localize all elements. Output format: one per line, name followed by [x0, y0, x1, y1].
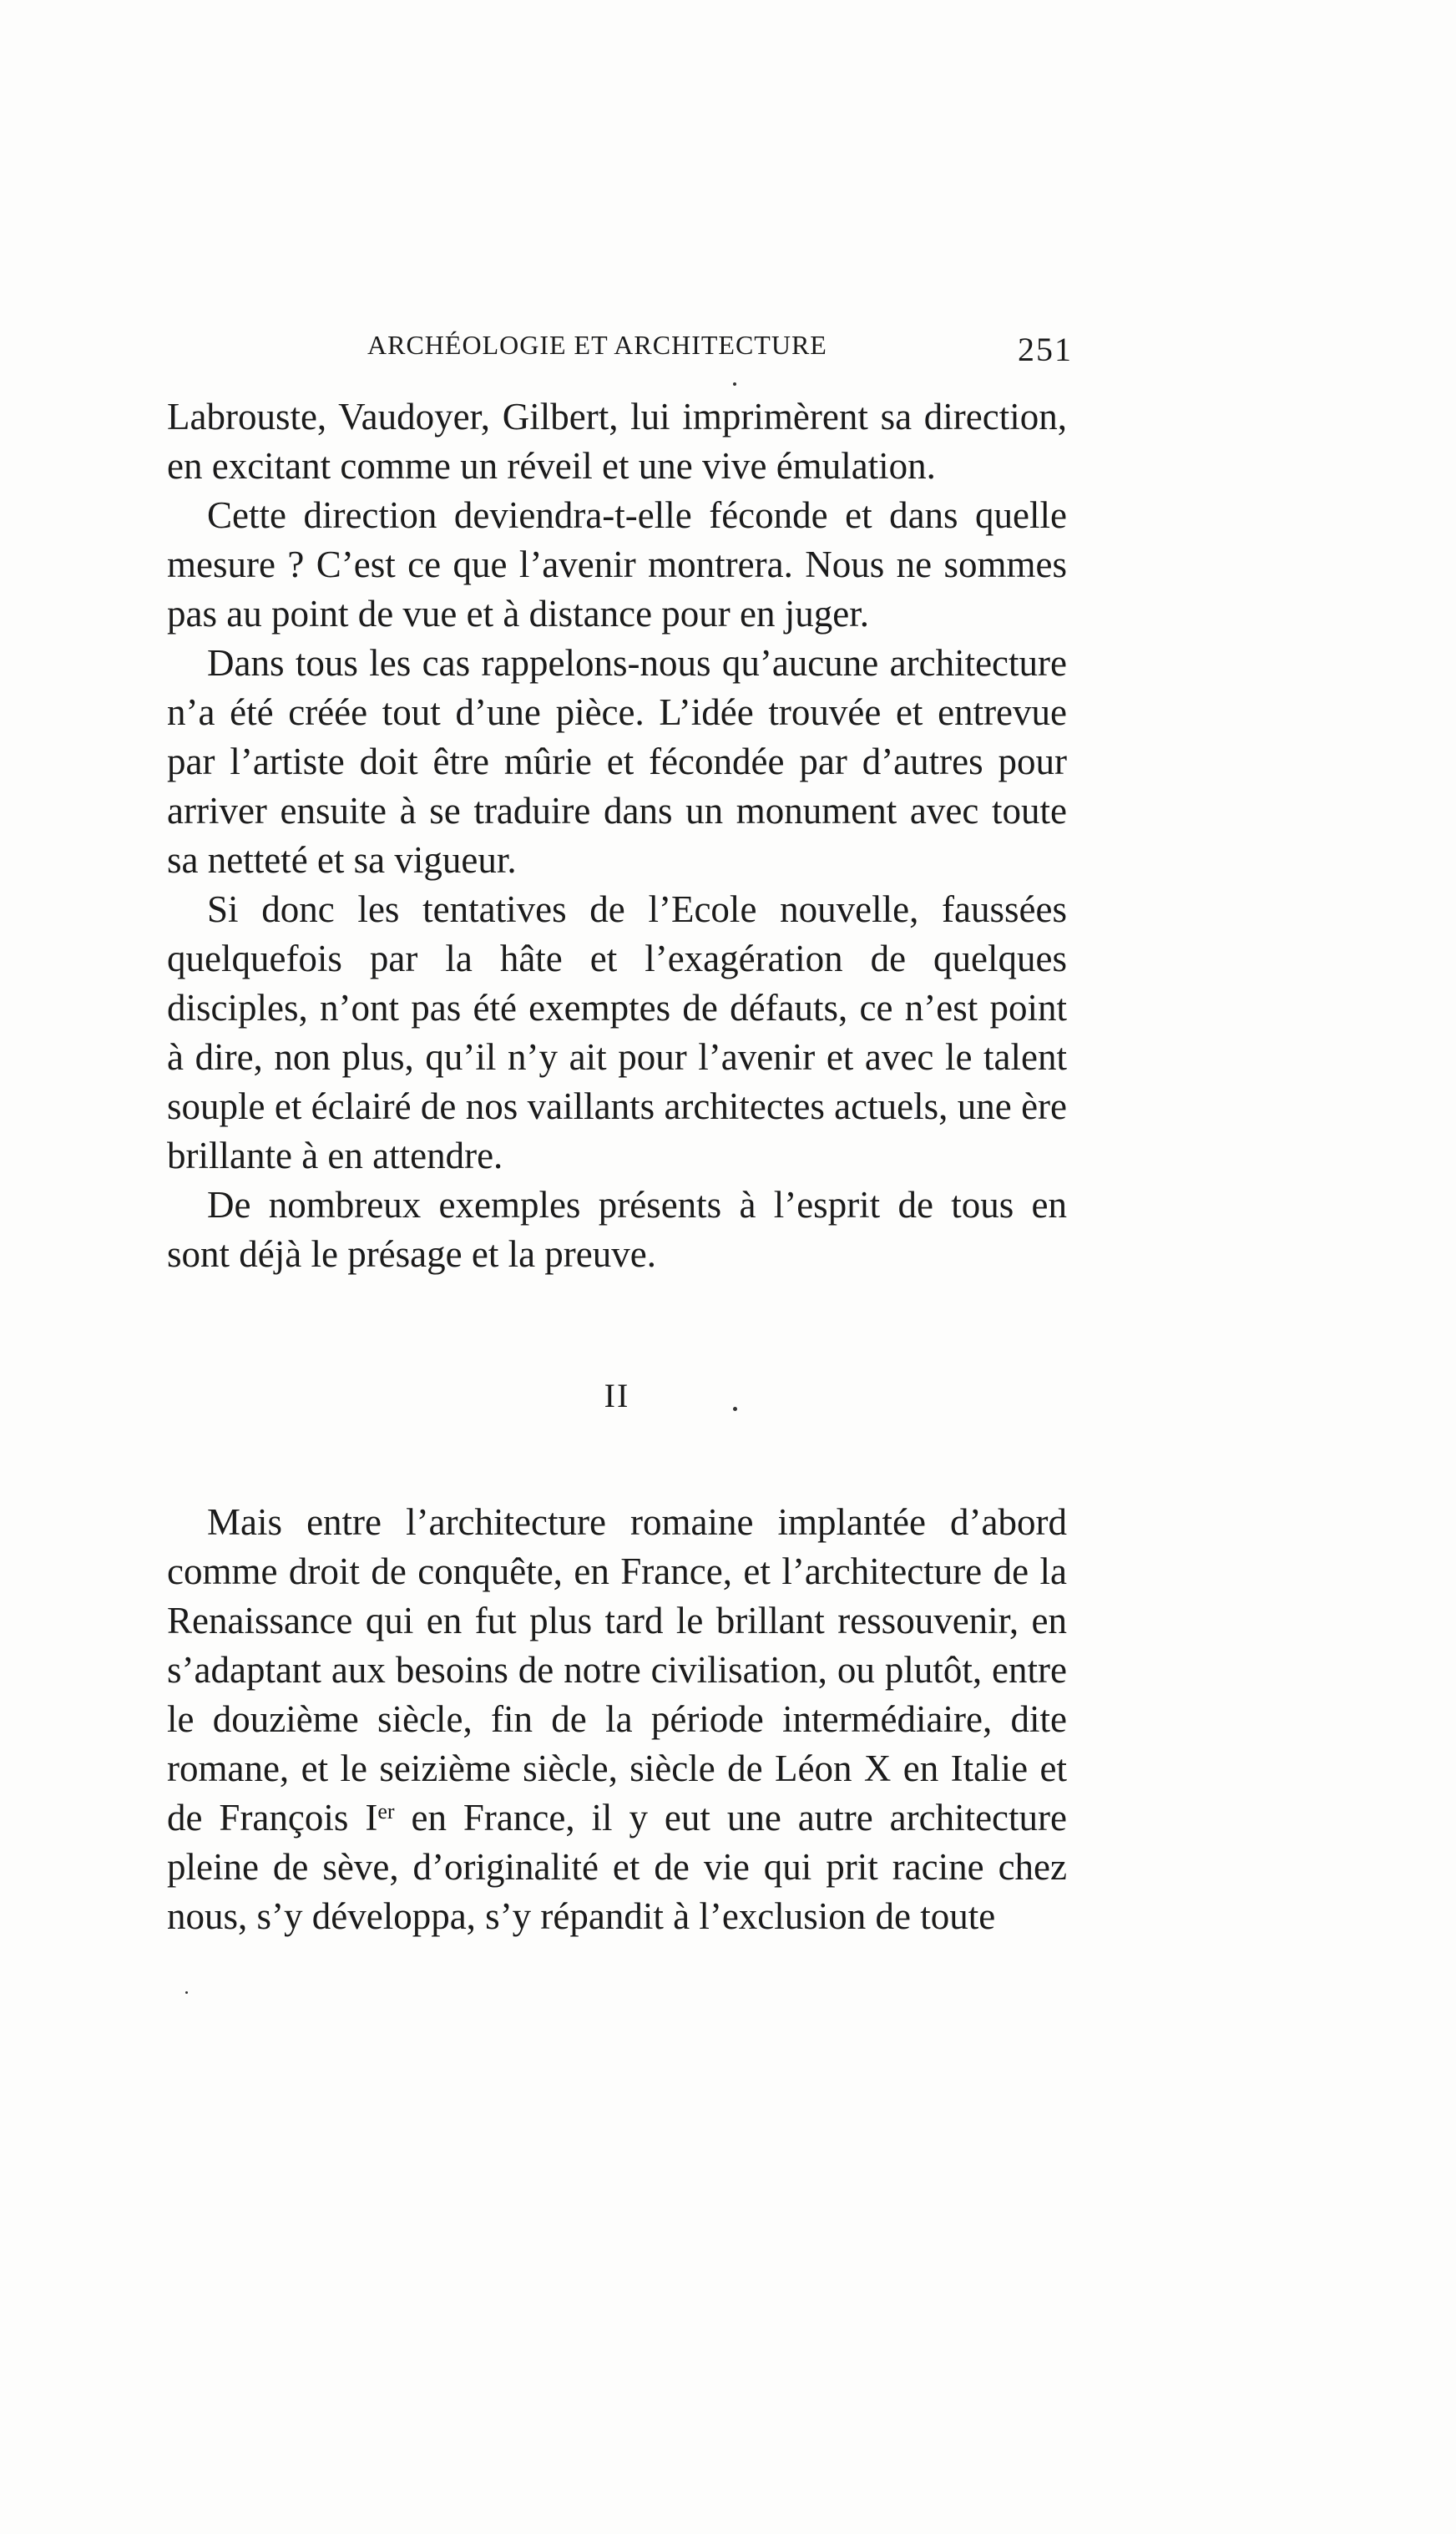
- text-block-top: [167, 392, 1067, 1279]
- print-speck: [733, 382, 736, 386]
- running-header: [367, 330, 1073, 372]
- section-heading: II: [604, 1377, 630, 1414]
- paragraph: Dans tous les cas rappelons-nous qu’aucune architecture n’a été créée tout d’une pièce. L’idée trouvée et entrevue par l’artiste doit être mûrie et fécondée par d’autres pour arriver ensuite à se traduire dans un monument avec toute sa netteté et sa vigueur.: [167, 642, 1067, 881]
- running-title: ARCHÉOLOGIE ET ARCHITECTURE: [367, 330, 827, 360]
- paragraph-text: Mais entre l’architecture romaine implantée d’abord comme droit de conquête, en France, et l’architecture de la Renaissance qui en fut plus tard le brillant ressouvenir, en s’adaptant aux besoins de notre civilisation, ou plutôt, entre le douzième siècle, fin de la période intermédiaire, dite romane, et le seizième siècle, siècle de Léon X en Italie et de François I: [167, 1501, 1067, 1839]
- paragraph-continuation: Labrouste, Vaudoyer, Gilbert, lui imprimèrent sa direction, en excitant comme un réveil et une vive émulation.: [167, 396, 1067, 487]
- paragraph-text: en France, il y eut une autre architecture pleine de sève, d’originalité et de vie qui prit racine chez nous, s’y développa, s’y répandit à l’exclusion de toute: [167, 1797, 1067, 1937]
- paragraph: Si donc les tentatives de l’Ecole nouvelle, faussées quelquefois par la hâte et l’exagération de quelques disciples, n’ont pas été exemptes de défauts, ce n’est point à dire, non plus, qu’il n’y ait pour l’avenir et avec le talent souple et éclairé de nos vaillants architectes actuels, une ère brillante à en attendre.: [167, 888, 1067, 1176]
- print-speck: [733, 1407, 737, 1411]
- page-number: 251: [1018, 331, 1073, 368]
- text-block-bottom: [167, 1498, 1067, 1941]
- paragraph: Cette direction deviendra-t-elle féconde et dans quelle mesure ? C’est ce que l’avenir montrera. Nous ne sommes pas au point de vue et à distance pour en juger.: [167, 494, 1067, 635]
- paragraph: De nombreux exemples présents à l’esprit de tous en sont déjà le présage et la preuve.: [167, 1184, 1067, 1275]
- superscript: er: [377, 1799, 395, 1823]
- print-speck: [185, 1991, 188, 1994]
- paragraph: [167, 1498, 1067, 1941]
